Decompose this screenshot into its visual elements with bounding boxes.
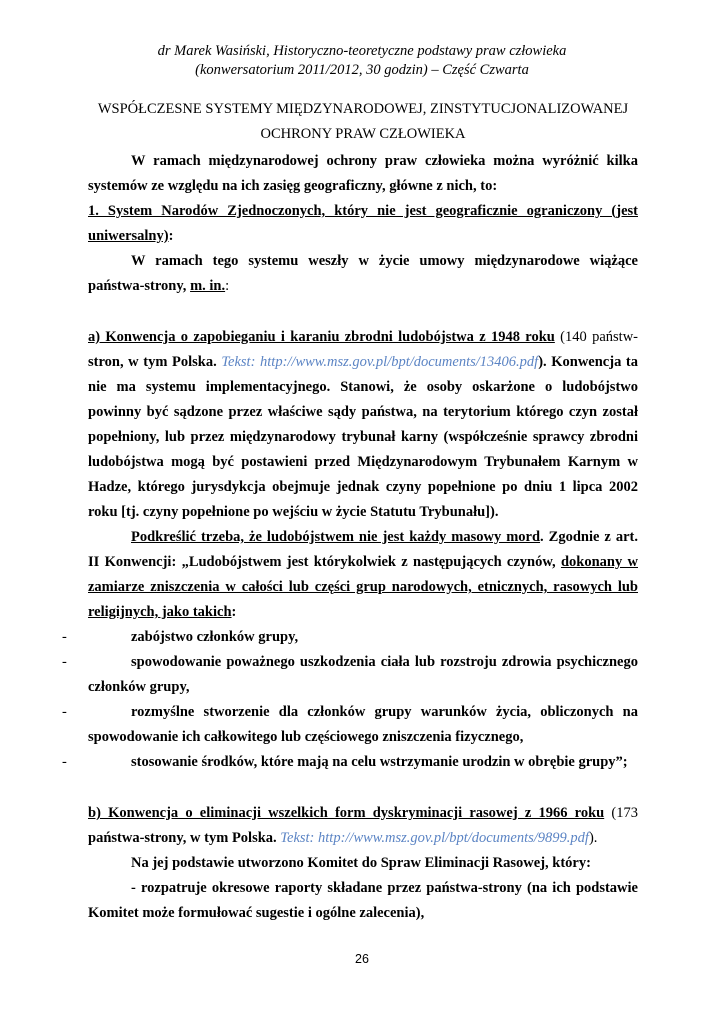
list-bullet: -	[62, 704, 67, 720]
text-span: ).	[588, 830, 598, 846]
text-span: ). Konwencja ta	[538, 354, 638, 370]
intro-line1: W ramach międzynarodowej ochrony praw człowieka można wyróżnić kilka	[131, 153, 638, 169]
a-line6: ludobójstwa mogą być postawieni przed Międzynarodowym Trybunałem Karnym w	[88, 454, 638, 470]
b-para3-line2: Komitet może formułować sugestie i ogólne zalecenia),	[88, 905, 425, 921]
a-line5: popełniony, lub przez międzynarodowy trybunał karny (współcześnie sprawcy zbrodni	[88, 429, 638, 445]
list-item-cont: spowodowanie ich całkowitego lub częściowego zniszczenia fizycznego,	[88, 729, 524, 745]
text-span: . Zgodnie z art.	[540, 529, 638, 545]
document-title-line1: WSPÓŁCZESNE SYSTEMY MIĘDZYNARODOWEJ, ZINSTYTUCJONALIZOWANEJ	[97, 101, 629, 117]
a-convention-title: a) Konwencja o zapobieganiu i karaniu zbrodni ludobójstwa z 1948 roku	[88, 329, 555, 345]
a-para2-line4	[88, 602, 638, 622]
b-line2	[88, 828, 638, 848]
list-bullet: -	[62, 629, 67, 645]
list-bullet: -	[62, 754, 67, 770]
text-span: (173	[604, 805, 638, 821]
list-item: spowodowanie poważnego uszkodzenia ciała lub rozstroju zdrowia psychicznego	[131, 654, 638, 670]
text-span: (140 państw-	[554, 329, 638, 345]
list-item: stosowanie środków, które mają na celu wstrzymanie urodzin w obrębie grupy”;	[131, 754, 628, 770]
a-text-link[interactable]: Tekst: http://www.msz.gov.pl/bpt/documents/13406.pdf	[221, 354, 539, 370]
list-bullet: -	[62, 654, 67, 670]
running-header-line1: dr Marek Wasiński, Historyczno-teoretyczne podstawy praw człowieka	[157, 43, 567, 59]
b-convention-title: b) Konwencja o eliminacji wszelkich form dyskryminacji rasowej z 1966 roku	[88, 805, 605, 821]
a-line2	[88, 352, 638, 372]
colon: :	[168, 228, 174, 244]
emphasis-span: dokonany w	[560, 554, 638, 570]
running-header-line2: (konwersatorium 2011/2012, 30 godzin) – Część Czwarta	[195, 62, 529, 78]
a-line4: powinny być sądzone przez właściwe sądy państwa, na terytorium którego czyn został	[88, 404, 638, 420]
section1-heading-text: 1. System Narodów Zjednoczonych, który nie jest geograficznie ograniczony (jest	[88, 203, 638, 219]
b-heading-line	[88, 803, 638, 823]
emphasis-span: zamiarze zniszczenia w całości lub części grup narodowych, etnicznych, rasowych lub	[88, 579, 638, 595]
text-span: państwa-strony, w tym Polska.	[88, 830, 281, 846]
a-para2-line1	[131, 527, 638, 547]
a-line8: roku [tj. czyny popełnione po wejściu w życie Statutu Trybunału]).	[88, 504, 499, 520]
b-text-link[interactable]: Tekst: http://www.msz.gov.pl/bpt/documents/9899.pdf	[280, 830, 589, 846]
list-item-cont: członków grupy,	[88, 679, 190, 695]
text-span: II Konwencji: „Ludobójstwem jest którykolwiek z następujących czynów,	[88, 554, 561, 570]
section1-heading-line1	[88, 201, 638, 221]
intro-line2: systemów ze względu na ich zasięg geograficzny, główne z nich, to:	[88, 178, 498, 194]
emphasis-span: Podkreślić trzeba, że ludobójstwem nie jest każdy masowy mord	[131, 529, 541, 545]
b-para3-line1: - rozpatruje okresowe raporty składane przez państwa-strony (na ich podstawie	[131, 880, 638, 896]
text-span: stron, w tym Polska.	[88, 354, 222, 370]
abbrev-min: m. in.	[190, 278, 226, 294]
section1-heading-line2	[88, 226, 638, 246]
a-heading-line	[88, 327, 638, 347]
a-para2-line3	[88, 577, 638, 597]
text-span: państwa-strony,	[88, 278, 191, 294]
section1-heading-text2: uniwersalny)	[88, 228, 169, 244]
b-para2: Na jej podstawie utworzono Komitet do Spraw Eliminacji Rasowej, który:	[131, 855, 591, 871]
colon: :	[231, 604, 237, 620]
a-line3: nie ma systemu implementacyjnego. Stanowi, że osoby oskarżone o ludobójstwo	[88, 379, 638, 395]
colon: :	[225, 278, 230, 294]
section1-para-line2	[88, 276, 638, 296]
list-item: zabójstwo członków grupy,	[131, 629, 299, 645]
emphasis-span: religijnych, jako takich	[88, 604, 232, 620]
list-item: rozmyślne stworzenie dla członków grupy warunków życia, obliczonych na	[131, 704, 638, 720]
a-para2-line2	[88, 552, 638, 572]
a-line7: Hadze, którego jurysdykcja obejmuje jednak czyny popełnione po dniu 1 lipca 2002	[88, 479, 638, 495]
document-title-line2: OCHRONY PRAW CZŁOWIEKA	[260, 126, 466, 142]
section1-para-line1: W ramach tego systemu weszły w życie umowy międzynarodowe wiążące	[131, 253, 638, 269]
page-number: 26	[355, 952, 369, 966]
